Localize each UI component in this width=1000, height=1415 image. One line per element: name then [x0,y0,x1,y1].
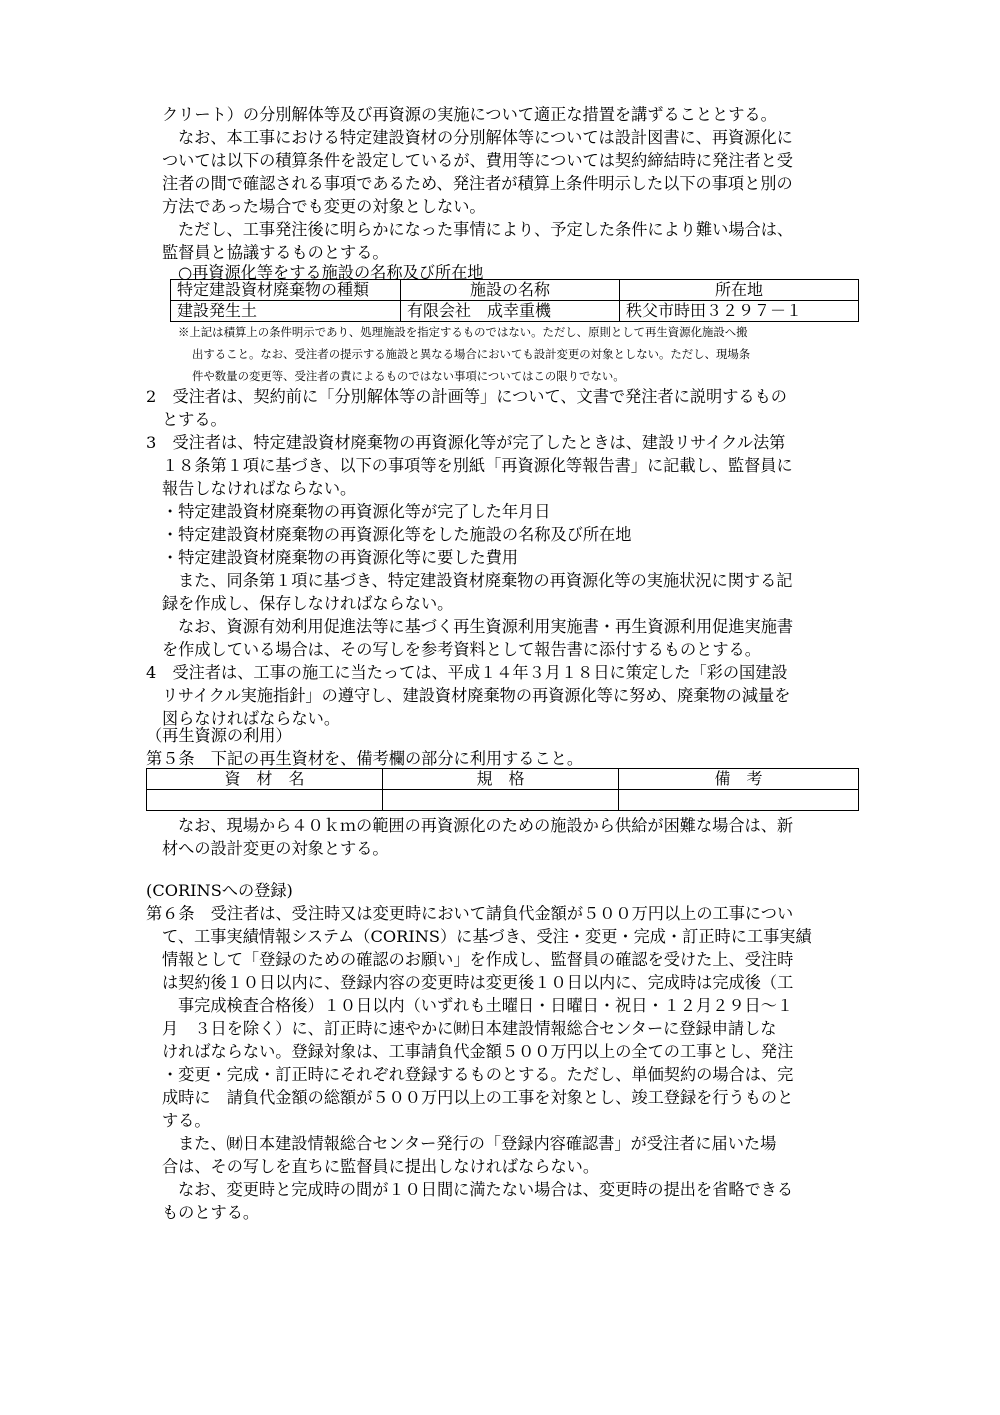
table-cell: 有限会社 成幸重機 [401,301,620,322]
section-title: (CORINSへの登録) [146,881,293,900]
body-line: なお、変更時と完成時の間が１０日間に満たない場合は、変更時の提出を省略できる [178,1180,794,1199]
body-line: 報告しなければならない。 [162,479,357,498]
table-cell: 秩父市時田３２９７－１ [620,301,859,322]
body-line: 合は、その写しを直ちに監督員に提出しなければならない。 [162,1157,600,1176]
body-line: また、同条第１項に基づき、特定建設資材廃棄物の再資源化等の実施状況に関する記 [178,571,793,590]
table-header-cell: 規 格 [383,769,619,790]
body-line: 成時に 請負代金額の総額が５００万円以上の工事を対象とし、竣工登録を行うものと [162,1088,794,1107]
facility-heading: ○再資源化等をする施設の名称及び所在地 [178,263,484,282]
article-line: 第６条 受注者は、受注時又は変更時において請負代金額が５００万円以上の工事につい [146,904,794,923]
body-line: 注者の間で確認される事項であるため、発注者が積算上条件明示した以下の事項と別の [162,174,793,193]
table-header-cell: 施設の名称 [401,280,620,301]
body-line: １８条第１項に基づき、以下の事項等を別紙「再資源化等報告書」に記載し、監督員に [162,456,793,475]
body-line: ついては以下の積算条件を設定しているが、費用等については契約締結時に発注者と受 [162,151,793,170]
body-line: 情報として「登録のための確認のお願い」を作成し、監督員の確認を受けた上、受注時 [162,950,794,969]
body-line: 4 受注者は、工事の施工に当たっては、平成１４年３月１８日に策定した「彩の国建設 [146,663,788,682]
body-line: また、㈶日本建設情報総合センター発行の「登録内容確認書」が受注者に届いた場 [178,1134,777,1153]
body-line: する。 [162,1111,211,1130]
body-line: クリート）の分別解体等及び再資源の実施について適正な措置を講ずることとする。 [162,105,777,124]
table-header-cell: 資 材 名 [147,769,383,790]
bullet-item: ・特定建設資材廃棄物の再資源化等が完了した年月日 [162,502,551,521]
body-line: 図らなければならない。 [162,709,341,728]
table-header-cell: 備 考 [619,769,859,790]
body-line: リサイクル実施指針」の遵守し、建設資材廃棄物の再資源化等に努め、廃棄物の減量を [162,686,791,705]
body-line: 方法であった場合でも変更の対象としない。 [162,197,486,216]
table-cell [619,790,859,811]
body-line: は契約後１０日以内に、登録内容の変更時は変更後１０日以内に、完成時は完成後（工 [162,973,794,992]
body-line: 録を作成し、保存しなければならない。 [162,594,454,613]
body-line: 2 受注者は、契約前に「分別解体等の計画等」について、文書で発注者に説明するもの [146,387,787,406]
body-line: て、工事実績情報システム（CORINS）に基づき、受注・変更・完成・訂正時に工事実績 [162,927,812,946]
table-row [147,790,859,811]
body-line: とする。 [162,410,227,429]
table-header-row [147,769,859,790]
body-line: なお、本工事における特定建設資材の分別解体等については設計図書に、再資源化に [178,128,793,147]
bullet-item: ・特定建設資材廃棄物の再資源化等に要した費用 [162,548,519,567]
facility-table [170,279,859,322]
body-line: なお、現場から４０ｋｍの範囲の再資源化のための施設から供給が困難な場合は、新 [178,816,794,835]
body-line: 月 ３日を除く）に、訂正時に速やかに㈶日本建設情報総合センターに登録申請しな [162,1019,777,1038]
section-title: （再生資源の利用） [146,726,292,745]
table-note: ※上記は積算上の条件明示であり、処理施設を指定するものではない。ただし、原則として再生資源化施設へ搬 [178,325,748,339]
table-cell: 建設発生土 [171,301,401,322]
body-line: ものとする。 [162,1203,260,1222]
material-table [146,768,859,811]
table-header-row [171,280,859,301]
table-row [171,301,859,322]
table-cell [383,790,619,811]
body-line: ・変更・完成・訂正時にそれぞれ登録するものとする。ただし、単価契約の場合は、完 [162,1065,794,1084]
table-note: 件や数量の変更等、受注者の責によるものではない事項についてはこの限りでない。 [192,369,625,383]
body-line: 監督員と協議するものとする。 [162,243,389,262]
table-cell [147,790,383,811]
table-note: 出すること。なお、受注者の提示する施設と異なる場合においても設計変更の対象としない。ただし、現場条 [192,347,751,361]
body-line: なお、資源有効利用促進法等に基づく再生資源利用実施書・再生資源利用促進実施書 [178,617,794,636]
body-line: ただし、工事発注後に明らかになった事情により、予定した条件により難い場合は、 [178,220,794,239]
body-line: 材への設計変更の対象とする。 [162,839,389,858]
table-header-cell: 所在地 [620,280,859,301]
body-line: を作成している場合は、その写しを参考資料として報告書に添付するものとする。 [162,640,761,659]
article-line: 第５条 下記の再生資材を、備考欄の部分に利用すること。 [146,749,584,768]
table-header-cell: 特定建設資材廃棄物の種類 [171,280,401,301]
body-line: ければならない。登録対象は、工事請負代金額５００万円以上の全ての工事とし、発注 [162,1042,794,1061]
bullet-item: ・特定建設資材廃棄物の再資源化等をした施設の名称及び所在地 [162,525,632,544]
body-line: 3 受注者は、特定建設資材廃棄物の再資源化等が完了したときは、建設リサイクル法第 [146,433,786,452]
body-line: 事完成検査合格後）１０日以内（いずれも土曜日・日曜日・祝日・１２月２９日～１ [178,996,794,1015]
